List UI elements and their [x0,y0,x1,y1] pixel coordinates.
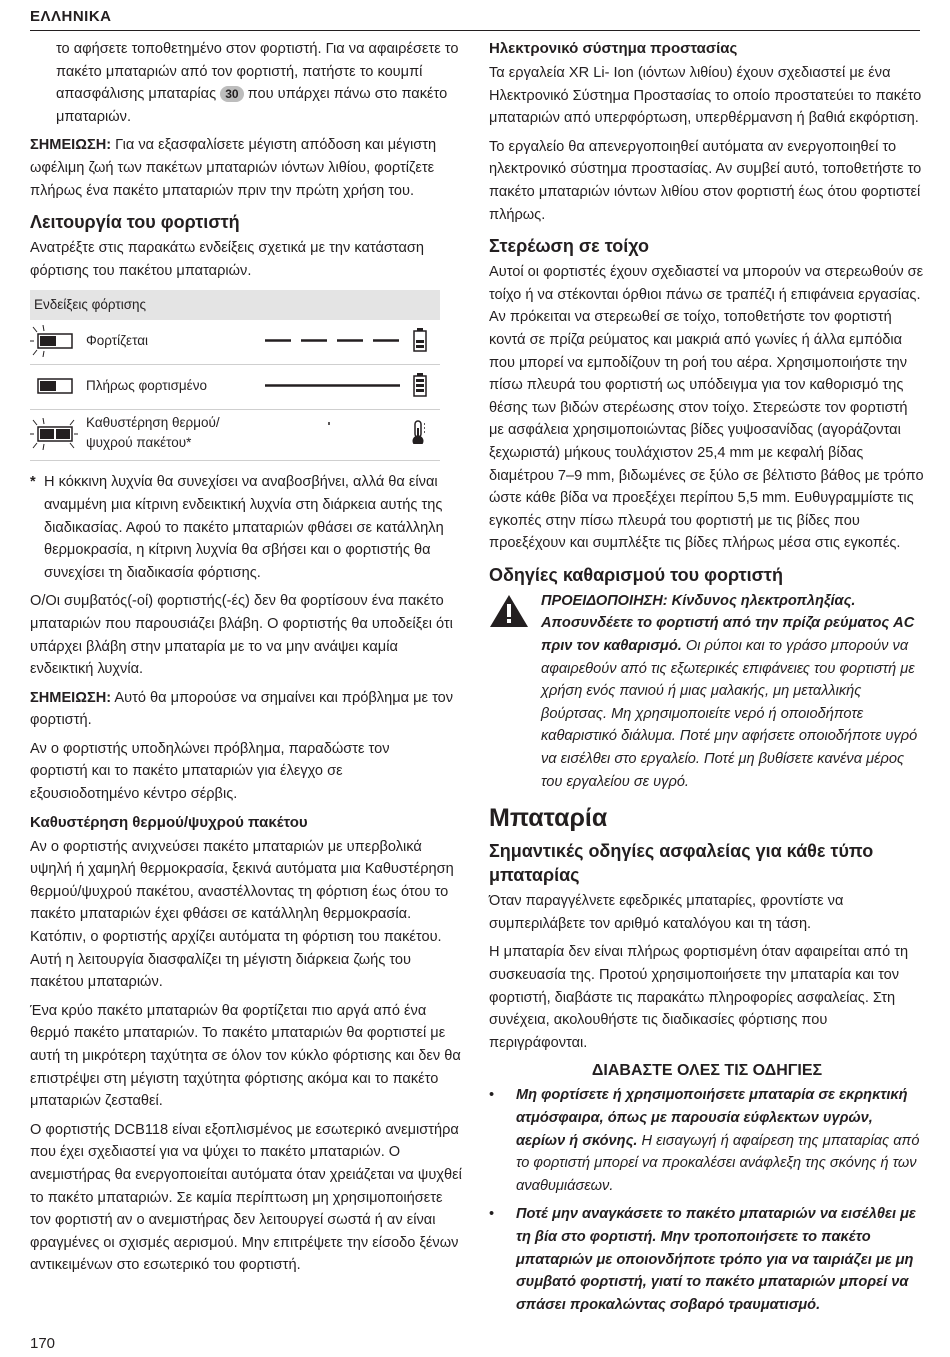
note-first-use [30,134,462,202]
protection-paragraph-1: Τα εργαλεία XR Li- Ion (ιόντων λιθίου) έχουν σχεδιαστεί με ένα Ηλεκτρονικό Σύστημα Προστασίας το οποίο προστατεύει το πακέτο μπαταριών από υπερφόρτωση, υπερθέρμανση ή βαθιά εκφόρτιση. [489,65,922,127]
row-label: Πλήρως φορτισμένο [86,378,207,394]
release-text-b: που υπάρχει πάνω στο πακέτο μπαταριών. [56,86,448,125]
not-charged-paragraph: Η μπαταρία δεν είναι πλήρως φορτισμένη όταν αφαιρείται από τη συσκευασία της. Προτού χρησιμοποιήσετε την μπαταρία και τον φορτιστή, διαβάστε τις παρακάτω πληροφορίες ασφαλείας. Στη συνέχεια, ακολουθήστε τις διαδικασίες φόρτισης που περιγράφονται. [489,944,909,1051]
charge-indicator-table [30,290,440,461]
safety-heading: Σημαντικές οδηγίες ασφαλείας για κάθε τύπο μπαταρίας [489,841,874,886]
release-paragraph [30,38,462,128]
wall-mount-heading: Στερέωση σε τοίχο [489,236,649,257]
read-all-heading: ΔΙΑΒΑΣΤΕ ΟΛΕΣ ΤΙΣ ΟΔΗΓΙΕΣ [591,1062,823,1080]
solid-pattern-icon [265,384,400,387]
cleaning-heading: Οδηγίες καθαρισμού του φορτιστή [489,564,783,585]
fault-paragraph: Ο/Οι συμβατός(-οί) φορτιστής(-ές) δεν θα φορτίσουν ένα πακέτο μπαταριών που παρουσιάζει βλάβη. Ο φορτιστής θα υποδείξει ότι υπάρχει βλάβη στην μπαταρία με το να μην ανάψει καμία ενδεικτική λυχνία. [30,593,453,678]
release-text-a: το αφήσετε τοποθετημένο στον φορτιστή. Για να αφαιρέσετε το πακέτο μπαταριών από τον φορτιστή, πατήστε το κουμπί απασφάλισης μπαταρίας [56,41,459,103]
note-problem [30,687,462,732]
table-row-hot-cold-delay [30,410,440,461]
bullet-item [489,1084,925,1197]
protection-heading: Ηλεκτρονικό σύστημα προστασίας [489,40,738,57]
asterisk-mark: * [30,474,36,491]
note-label: ΣΗΜΕΙΩΣΗ: [30,137,112,154]
protection-paragraph-2: Το εργαλείο θα απενεργοποιηθεί αυτόματα αν ενεργοποιηθεί το ηλεκτρονικό σύστημα προστασίας. Αν συμβεί αυτό, τοποθετήστε το πακέτο μπαταριών ιόντων λιθίου στον φορτιστή έως ότου φορτιστεί πλήρως. [489,138,922,223]
warning-text: Οι ρύποι και το γράσο μπορούν να αφαιρεθούν από τις εξωτερικές επιφάνειες του φορτιστή με χρήση ενός πανιού ή μιας μαλακής, μη μεταλλικής βούρτσας. Μη χρησιμοποιείτε νερό ή οποιοδήποτε καθαριστικό διάλυμα. Ποτέ μην αφήσετε οποιοδήποτε υγρό να εισέλθει στο εργαλείο. Ποτέ μη βυθίσετε κανένα μέρος του εργαλείου σε υγρό. [541,638,918,790]
table-row-charging [30,320,440,365]
page-header-language: ΕΛΛΗΝΙΚΑ [30,8,112,25]
asterisk-note [30,471,462,584]
double-blinking-led-icon [30,418,78,450]
note-text: Για να εξασφαλίσετε μέγιστη απόδοση και μέγιστη ωφέλιμη ζωή των πακέτων μπαταριών ιόντων λιθίου, φορτίζετε πλήρως ένα πακέτο μπαταριών πριν την πρώτη χρήση του. [30,137,437,199]
delay-paragraph-1: Αν ο φορτιστής ανιχνεύσει πακέτο μπαταριών με υπερβολικά υψηλή ή χαμηλή θερμοκρασία, ξεκινά αυτόματα μια Καθυστέρηση θερμού/ψυχρού πακέτου, αναστέλλοντας τη φόρτιση έως ότου το πακέτο μπαταριών έχει φθάσει σε κατάλληλη θερμοκρασία. Κατόπιν, ο φορτιστής αρχίζει αυτόματα τη φόρτιση του πακέτου. Αυτή η λειτουργία διασφαλίζει τη μέγιστη διάρκεια ζωής του πακέτου μπαταριών. [30,838,454,991]
bullet-bold-text: Ποτέ μην αναγκάσετε το πακέτο μπαταριών να εισέλθει με τη βία στο φορτιστή. Μην τροποποιήσετε το πακέτο μπαταριών με οποιονδήποτε τρόπο για να ταιριάζει με μη συμβατό φορτιστή, γιατί το πακέτο μπαταριών μπορεί να σπάσει προκαλώντας σοβαρό τραυματισμό. [516,1206,916,1313]
note-label: ΣΗΜΕΙΩΣΗ: [30,689,112,706]
wall-mount-paragraph: Αυτοί οι φορτιστές έχουν σχεδιαστεί να μπορούν να στερεωθούν σε τοίχο ή να στέκονται όρθιοι πάνω σε τραπέζι ή επιφάνεια εργασίας. Αν πρόκειται να στερεωθεί σε τοίχο, τοποθετήστε τον φορτιστή κοντά σε πρίζα ρεύματος και μακριά από γωνίες ή άλλα εμπόδια που μπορεί να εμποδίζουν τη ροή του αέρα. Χρησιμοποιήστε την πίσω πλευρά του φορτιστή ως υπόδειγμα για τον καθορισμό της θέσης των βιδών στερέωσης στον τοίχο. Στερεώστε τον φορτιστή με ασφάλεια χρησιμοποιώντας βίδες γυψοσανίδας (αγοράζονται ξεχωριστά) μήκους τουλάχιστον 25,4 mm με κεφαλή βίδας διαμέτρου 7–9 mm, βιδωμένες σε ξύλο σε βέλτιστο βάθος με τρόπο ώστε κάθε βίδα να προεξέχει περίπου 5,5 mm. Ευθυγραμμίστε τις εγκοπές στην πίσω πλευρά του φορτιστή με τις βίδες που προεξέχουν και συμπλέξτε τις βίδες πλήρως μέσα στις εγκοπές. [489,264,924,552]
delay-paragraph-3: Ο φορτιστής DCB118 είναι εξοπλισμένος με εσωτερικό ανεμιστήρα που έχει σχεδιαστεί για να ψύχει το πακέτο μπαταριών. Ο ανεμιστήρας θα ενεργοποιείται αυτόματα όταν χρειάζεται να ψυχθεί το πακέτο μπαταριών. Σε καμία περίπτωση μη χρησιμοποιήσετε τον φορτιστή αν ο ανεμιστήρας δεν λειτουργεί σωστά ή αν είναι φραγμένες οι σχισμές αερισμού. Μην επιτρέψετε την είσοδο ξένων αντικειμένων στο εσωτερικό του φορτιστή. [30,1121,462,1274]
header-rule [30,30,920,31]
table-row-full [30,365,440,410]
warning-triangle-icon [489,594,529,628]
blinking-led-icon [30,325,78,357]
battery-charging-icon [413,328,427,352]
battery-heading: Μπαταρία [489,804,608,833]
warning-bold-text: ΠΡΟΕΙΔΟΠΟΙΗΣΗ: Κίνδυνος ηλεκτροπληξίας. Αποσυνδέετε το φορτιστή από την πρίζα ρεύματος AC πριν τον καθαρισμό. [541,592,915,655]
page-number: 170 [30,1335,56,1352]
order-paragraph: Όταν παραγγέλνετε εφεδρικές μπαταρίες, φροντίστε να συμπεριλάβετε τον αριθμό καταλόγου και τη τάση. [489,893,844,932]
mixed-pattern-icon [265,422,400,425]
row-label: Φορτίζεται [86,333,149,349]
bullet-text: Η εισαγωγή ή αφαίρεση της μπαταρίας από το φορτιστή μπορεί να προκαλέσει ανάφλεξη της σκόνης ή των αναθυμιάσεων. [516,1132,920,1194]
row-label: Καθυστέρηση θερμού/ψυχρού πακέτου* [86,415,220,451]
charger-operation-heading: Λειτουργία του φορτιστή [30,212,240,233]
table-header: Ενδείξεις φόρτισης [30,290,440,320]
service-paragraph: Αν ο φορτιστής υποδηλώνει πρόβλημα, παραδώστε τον φορτιστή και το πακέτο μπαταριών για έλεγχο σε εξουσιοδοτημένο κέντρο σέρβις. [30,740,390,803]
bullet-mark: • [489,1087,495,1104]
right-column [489,38,925,1322]
thermometer-icon [411,420,425,444]
hot-cold-delay-heading: Καθυστέρηση θερμού/ψυχρού πακέτου [30,813,308,831]
refer-paragraph: Ανατρέξτε στις παρακάτω ενδείξεις σχετικά με την κατάσταση φόρτισης του πακέτου μπαταριών. [30,240,425,279]
solid-led-icon [30,370,78,402]
delay-paragraph-2: Ένα κρύο πακέτο μπαταριών θα φορτίζεται πιο αργά από ένα θερμό πακέτο μπαταριών. Το πακέτο μπαταριών θα φορτιστεί με αυτή τη μικρότερη ταχύτητα σε όλον τον κύκλο φόρτισης και δεν θα επιστρέψει στη μέγιστη ταχύτητα φόρτισης ακόμα και το πακέτο μπαταριών ζεσταθεί. [30,1002,461,1110]
battery-full-icon [413,373,427,397]
bullet-item [489,1203,925,1316]
note-text: Αυτό θα μπορούσε να σημαίνει και πρόβλημα με τον φορτιστή. [30,689,454,729]
bullet-mark: • [489,1206,495,1223]
left-column [30,38,462,1283]
asterisk-note-text: Η κόκκινη λυχνία θα συνεχίσει να αναβοσβήνει, αλλά θα είναι αναμμένη μια κίτρινη ενδεικτική λυχνία στη διάρκεια αυτής της διαδικασίας. Αφού το πακέτο μπαταριών φθάσει σε κατάλληλη θερμοκρασία, η κίτρινη λυχνία θα σβήσει και ο φορτιστής θα συνεχίσει τη διαδικασία φόρτισης. [44,474,444,581]
cleaning-warning [489,590,925,793]
dashed-pattern-icon [265,339,400,342]
bullet-bold-text: Μη φορτίσετε ή χρησιμοποιήσετε μπαταρία σε εκρηκτική ατμόσφαιρα, όπως με παρουσία εύφλεκτων υγρών, αερίων ή σκόνης. [516,1087,908,1149]
part-number-badge: 30 [220,86,243,102]
